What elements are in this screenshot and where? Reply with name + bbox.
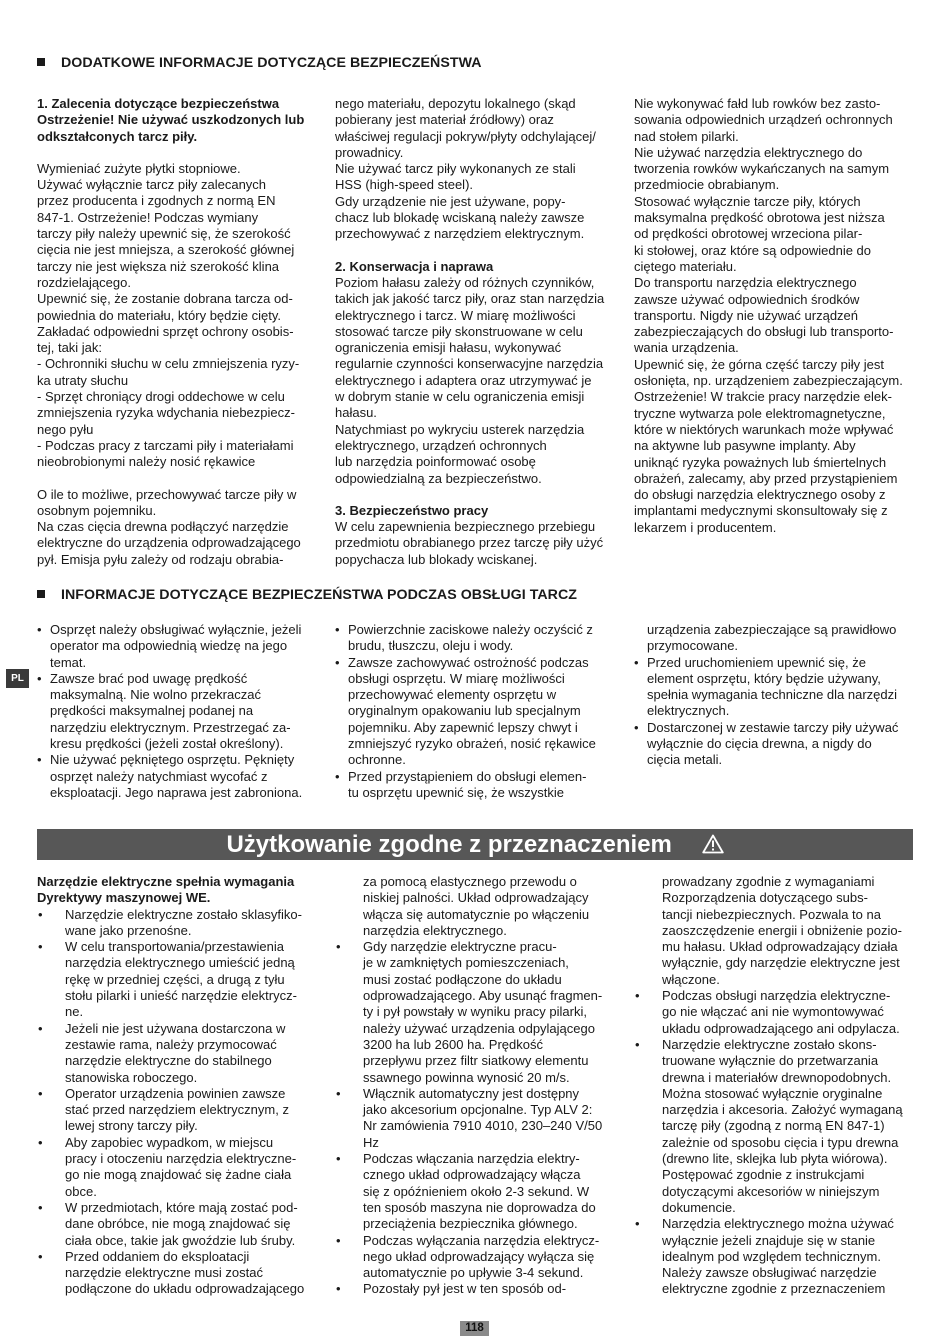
list-item: • Przed przystąpieniem do obsługi elemen- tu osprzętu upewnić się, że wszystkie — [335, 769, 625, 802]
list-item: • W celu transportowania/przestawienia narzędzia elektrycznego umieścić jedną rękę w przedniej części, a drugą z tyłu stołu pilarki i unieść narzędzie elektrycz- ne. — [37, 939, 322, 1020]
warning-triangle-icon — [702, 834, 724, 858]
section-heading-safety — [37, 55, 482, 71]
list-item: • Dostarczonej w zestawie tarczy piły używać wyłącznie do cięcia drewna, a nigdy do cięcia metali. — [634, 720, 919, 769]
list-item: • Narzędzie elektryczne zostało skons- truowane wyłącznie do przetwarzania drewna i materiałów drewnopodobnych. Można stosować wyłącznie oryginalne narzędzia i akcesoria. Założyć wymaganą tarczę piły (zgodną z normą EN 847-1) zależnie od sposobu cięcia i typu drewna (drewno lite, sklejka lub płyta wiórowa). Postępować zgodnie z instrukcjami dotyczącymi akcesoriów w niniejszym dokumencie. — [634, 1037, 924, 1216]
list-item: • Osprzęt należy obsługiwać wyłącznie, jeżeli operator ma odpowiednią wiedzę na jego temat. — [37, 622, 327, 671]
maintenance-title: 2. Konserwacja i naprawa — [335, 258, 494, 274]
column-2-body: nego materiału, depozytu lokalnego (skąd pobierany jest materiał źródłowy) oraz właściwej regulacji pokryw/płyty odchylającej/ prowadnicy. Nie używać tarcz piły wykonanych ze stali HSS (high-speed steel). Gdy urządzenie nie jest używane, popy- chacz lub blokadę wciskaną należy zawsze przechowywać z narzędziem elektrycznym. — [335, 96, 596, 242]
list-item: • Pozostały pył jest w ten sposób od- — [335, 1281, 625, 1297]
column-3-continuation: prowadzany zgodnie z wymaganiami Rozporządzenia dotyczącego subs- tancji niebezpiecznych. Pozwala to na zaoszczędzenie energii i obniżenie pozio- mu hałasu. Układ odprowadzający działa wyłącznie, gdy narzędzie elektryczne jest włączone. — [662, 874, 902, 987]
list-item: • Zawsze brać pod uwagę prędkość maksymalną. Nie wolno przekraczać prędkości maksymalnej podanej na narzędziu elektrycznym. Przestrzegać za- kresu prędkości (jeżeli został określony). — [37, 671, 327, 752]
list-item: • Zawsze zachowywać ostrożność podczas obsługi osprzętu. W miarę możliwości przechowywać elementy osprzętu w oryginalnym opakowaniu lub specjalnym pojemniku. Aby zapewnić lepszy chwyt i zmniejszyć ryzyko obrażeń, nosić rękawice ochronne. — [335, 655, 625, 769]
safety-column-1 — [37, 96, 327, 568]
section-heading-text: INFORMACJE DOTYCZĄCE BEZPIECZEŃSTWA PODCZAS OBSŁUGI TARCZ — [61, 587, 577, 603]
intended-use-banner — [37, 829, 913, 860]
list-item: • Jeżeli nie jest używana dostarczona w zestawie rama, należy przymocować narzędzie elektryczne do stabilnego stanowiska roboczego. — [37, 1021, 322, 1086]
discs-column-3 — [634, 622, 919, 769]
intended-use-column-2 — [335, 874, 625, 1298]
recommendations-title: 1. Zalecenia dotyczące bezpieczeństwa Ostrzeżenie! Nie używać uszkodzonych lub odkształconych tarcz piły. — [37, 96, 305, 144]
work-safety-body: W celu zapewnienia bezpiecznego przebiegu przedmiotu obrabianego przez tarczę piły użyć popychacza lub blokady wciskanej. — [335, 519, 604, 567]
list-item: • Aby zapobiec wypadkom, w miejscu pracy i otoczeniu narzędzia elektryczne- go nie mogą znajdować się żadne ciała obce. — [37, 1135, 322, 1200]
section-heading-text: DODATKOWE INFORMACJE DOTYCZĄCE BEZPIECZEŃSTWA — [61, 55, 482, 71]
list-item: • Gdy narzędzie elektryczne pracu- je w zamkniętych pomieszczeniach, musi zostać podłączone do układu odprowadzającego. Aby usunąć fragmen- ty i pył powstały w wyniku pracy pilarki, należy używać urządzenia odpylającego 3200 ha lub 2600 ha. Prędkość przepływu przez filtr siatkowy elementu ssawnego powinna wynosić 20 m/s. — [335, 939, 625, 1086]
list-item: • Przed oddaniem do eksploatacji narzędzie elektryczne musi zostać podłączone do układu odprowadzającego — [37, 1249, 322, 1298]
list-item: • Operator urządzenia powinien zawsze stać przed narzędziem elektrycznym, z lewej strony tarczy piły. — [37, 1086, 322, 1135]
discs-column-1 — [37, 622, 327, 801]
list-item: • Podczas wyłączania narzędzia elektrycz- nego układ odprowadzający wyłącza się automatycznie po upływie 3-4 sekund. — [335, 1233, 625, 1282]
banner-title: Użytkowanie zgodne z przeznaczeniem — [226, 831, 672, 858]
intended-use-column-1 — [37, 874, 322, 1298]
column-3-continuation: urządzenia zabezpieczające są prawidłowo przymocowane. — [647, 622, 897, 654]
column-2-continuation: za pomocą elastycznego przewodu o niskiej palności. Układ odprowadzający włącza się automatycznie po włączeniu narzędzia elektrycznego. — [363, 874, 590, 938]
language-tab: PL — [6, 669, 29, 688]
list-item: • Podczas obsługi narzędzia elektryczne- go nie włączać ani nie wymontowywać układu odprowadzającego ani odpylacza. — [634, 988, 924, 1037]
column-3-body: Nie wykonywać fałd lub rowków bez zasto- sowania odpowiednich urządzeń ochronnych nad stołem pilarki. Nie używać narzędzia elektrycznego do tworzenia rowków wykańczanych na samym przedmiocie obrabianym. Stosować wyłącznie tarcze piły, których maksymalna prędkość obrotowa jest niższa od prędkości obrotowej wrzeciona pilar- ki stołowej, oraz które są odpowiednie do ciętego materiału. Do transportu narzędzia elektrycznego zawsze używać odpowiednich środków transportu. Nigdy nie używać urządzeń zabezpieczających do obsługi lub transporto- wania urządzenia. Upewnić się, że górna część tarczy piły jest osłonięta, np. urządzeniem zabezpieczającym. Ostrzeżenie! W trakcie pracy narzędzie elek- tryczne wytwarza pole elektromagnetyczne, które w niektórych warunkach może wpływać na aktywne lub pasywne implanty. Aby uniknąć ryzyka poważnych lub śmiertelnych obrażeń, zalecamy, aby przed przystąpieniem do obsługi narzędzia elektrycznego osoby z implantami medycznymi skonsultowały się z lekarzem i producentem. — [634, 96, 903, 535]
list-item: • Powierzchnie zaciskowe należy oczyścić z brudu, tłuszczu, oleju i wody. — [335, 622, 625, 655]
square-bullet-icon — [37, 590, 45, 598]
list-item: • Podczas włączania narzędzia elektry- cznego układ odprowadzający włącza się z opóźnieniem około 2-3 sekund. W ten sposób maszyna nie doprowadza do przeciążenia bezpiecznika głównego. — [335, 1151, 625, 1232]
list-item: • Przed uruchomieniem upewnić się, że element osprzętu, który będzie używany, spełnia wymagania techniczne dla narzędzi elektrycznych. — [634, 655, 919, 720]
list-item: • Nie używać pękniętego osprzętu. Pęknięty osprzęt należy natychmiast wycofać z eksploatacji. Jego naprawa jest zabroniona. — [37, 752, 327, 801]
directive-title: Narzędzie elektryczne spełnia wymagania Dyrektywy maszynowej WE. — [37, 874, 295, 906]
page-number: 118 — [460, 1321, 489, 1336]
list-item: • Narzędzie elektryczne zostało sklasyfiko- wane jako przenośne. — [37, 907, 322, 940]
work-safety-title: 3. Bezpieczeństwo pracy — [335, 502, 489, 518]
list-item: • Włącznik automatyczny jest dostępny jako akcesorium opcjonalne. Typ ALV 2: Nr zamówienia 7910 4010, 230–240 V/50 Hz — [335, 1086, 625, 1151]
list-item: • W przedmiotach, które mają zostać pod- dane obróbce, nie mogą znajdować się ciała obce, takie jak gwoździe lub śruby. — [37, 1200, 322, 1249]
discs-column-2 — [335, 622, 625, 801]
section-heading-discs — [37, 587, 577, 603]
list-item: • Narzędzia elektrycznego można używać wyłącznie jeżeli znajduje się w stanie idealnym pod względem technicznym. Należy zawsze obsługiwać narzędzie elektryczne zgodnie z przeznaczeniem — [634, 1216, 924, 1297]
intended-use-column-3 — [634, 874, 924, 1298]
maintenance-body: Poziom hałasu zależy od różnych czynników, takich jak jakość tarcz piły, oraz stan narzędzia elektrycznego i tarcz. W miarę możliwości stosować tarcze piły skonstruowane w celu ograniczenia emisji hałasu, wykonywać regularnie czynności konserwacyjne narzędzia elektrycznego i adaptera oraz utrzymywać je w dobrym stanie w celu ograniczenia emisji hałasu. Natychmiast po wykryciu usterek narzędzia elektrycznego, urządzeń ochronnych lub narzędzia poinformować osobę odpowiedzialną za bezpieczeństwo. — [335, 274, 605, 486]
safety-column-2 — [335, 96, 625, 568]
recommendations-body-2: O ile to możliwe, przechowywać tarcze piły w osobnym pojemniku. Na czas cięcia drewna podłączyć narzędzie elektryczne do urządzenia odprowadzającego pył. Emisja pyłu zależy od rodzaju obrabia- — [37, 486, 301, 567]
square-bullet-icon — [37, 58, 45, 66]
safety-column-3 — [634, 96, 919, 536]
recommendations-body: Wymieniać zużyte płytki stopniowe. Używać wyłącznie tarcz piły zalecanych przez producenta i zgodnych z normą EN 847-1. Ostrzeżenie! Podczas wymiany tarczy piły należy upewnić się, że szerokość cięcia nie jest mniejsza, a szerokość głównej tarczy nie jest większa niż szerokość klina rozdzielającego. Upewnić się, że zostanie dobrana tarcza od- powiednia do materiału, który będzie cięty. Zakładać odpowiedni sprzęt ochrony osobis- tej, taki jak: - Ochronniki słuchu w celu zmniejszenia ryzy- ka utraty słuchu - Sprzęt chroniący drogi oddechowe w celu zmniejszenia ryzyka wdychania niebezpiecz- nego pyłu - Podczas pracy z tarczami piły i materiałami nieobrobionymi należy nosić rękawice — [37, 160, 300, 470]
